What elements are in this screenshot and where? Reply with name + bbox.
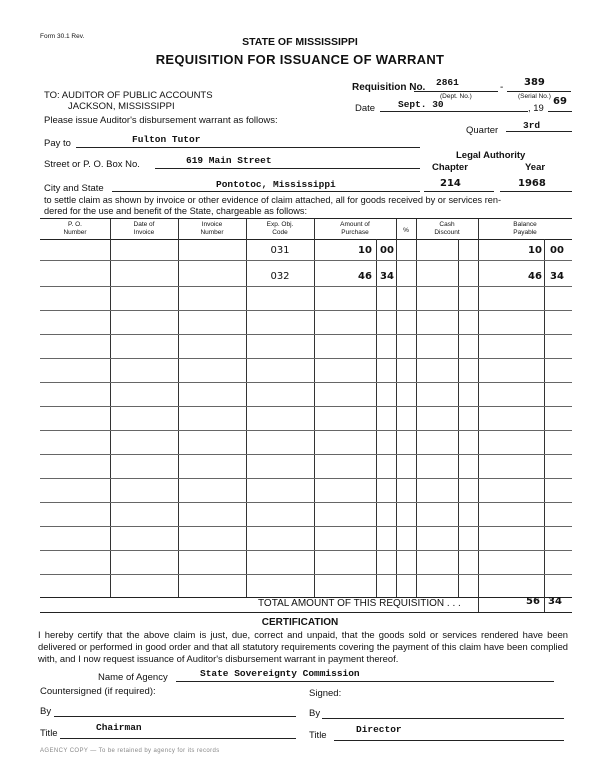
serial-number: 389 bbox=[524, 77, 545, 88]
pay-to-line bbox=[76, 147, 420, 148]
to-line-2: JACKSON, MISSISSIPPI bbox=[68, 101, 175, 112]
city-line bbox=[112, 191, 420, 192]
header-invoice-number: Invoice Number bbox=[200, 221, 224, 236]
certification-body: I hereby certify that the above claim is just, due, correct and unpaid, that the goods sold or services rendered have been delivered or performed in good order and that all statutory requirements covering the payment of this claim have been complied with, and I now request issuance of Auditor's disbursement warrant in payment thereof. bbox=[38, 629, 568, 664]
chapter-label: Chapter bbox=[432, 162, 468, 173]
header-pct: % bbox=[403, 227, 409, 234]
agency-label: Name of Agency bbox=[98, 672, 168, 683]
quarter-value: 3rd bbox=[523, 120, 541, 131]
header-date-invoice: Date of Invoice bbox=[133, 221, 155, 236]
by-label-right: By bbox=[309, 708, 321, 719]
pay-to-label: Pay to bbox=[44, 138, 71, 149]
agency-value: State Sovereignty Commission bbox=[200, 668, 360, 679]
claims-table: P. O. Number Date of Invoice Invoice Number Exp. Obj. Code Amount of Purchase % Cash Discount Balance Payable 031 10 00 10 00 032 46 34 46 34 bbox=[40, 218, 572, 597]
total-dollars: 56 bbox=[526, 596, 540, 607]
serial-number-line bbox=[507, 91, 571, 92]
year-line bbox=[548, 111, 572, 112]
dept-number-line bbox=[414, 91, 498, 92]
date-value: Sept. 30 bbox=[398, 99, 444, 110]
title-label-left: Title bbox=[40, 728, 58, 739]
total-label: TOTAL AMOUNT OF THIS REQUISITION . . . bbox=[258, 598, 461, 609]
date-line bbox=[380, 111, 528, 112]
total-cents: 34 bbox=[548, 596, 562, 607]
quarter-line bbox=[506, 131, 572, 132]
settle-text-1: to settle claim as shown by invoice or other evidence of claim attached, all for goods received by or services ren- bbox=[44, 195, 502, 205]
header-amount: Amount of Purchase bbox=[340, 221, 370, 236]
state-heading: STATE OF MISSISSIPPI bbox=[242, 36, 358, 48]
quarter-label: Quarter bbox=[466, 125, 499, 136]
title-value-right: Director bbox=[356, 724, 402, 735]
header-balance: Balance Payable bbox=[513, 221, 537, 236]
dept-caption: (Dept. No.) bbox=[440, 93, 472, 100]
header-cash-discount: Cash Discount bbox=[434, 221, 460, 236]
agency-line bbox=[176, 681, 554, 682]
countersigned-label: Countersigned (if required): bbox=[40, 686, 156, 697]
title-value-left: Chairman bbox=[96, 722, 142, 733]
title-line-left bbox=[60, 738, 296, 739]
date-label: Date bbox=[355, 103, 376, 114]
street-value: 619 Main Street bbox=[186, 155, 272, 166]
street-line bbox=[155, 168, 420, 169]
header-exp-code: Exp. Obj. Code bbox=[266, 221, 294, 236]
chapter-value: 214 bbox=[440, 178, 461, 189]
year-suffix: 69 bbox=[553, 96, 567, 107]
settle-text-2: dered for the use and benefit of the State, chargeable as follows: bbox=[44, 206, 308, 216]
chapter-line bbox=[424, 191, 494, 192]
title-line-right bbox=[334, 740, 564, 741]
certification-title: CERTIFICATION bbox=[261, 617, 339, 628]
legal-year-line bbox=[500, 191, 572, 192]
to-line-3: Please issue Auditor's disbursement warrant as follows: bbox=[44, 115, 278, 126]
pay-to-value: Fulton Tutor bbox=[132, 134, 201, 145]
legal-authority-label: Legal Authority bbox=[456, 150, 526, 161]
to-line-1: TO: AUDITOR OF PUBLIC ACCOUNTS bbox=[44, 90, 213, 101]
by-label-left: By bbox=[40, 706, 52, 717]
street-label: Street or P. O. Box No. bbox=[44, 159, 140, 170]
year-label: Year bbox=[525, 162, 546, 173]
requisition-label: Requisition No. bbox=[352, 82, 426, 93]
header-po: P. O. Number bbox=[63, 221, 87, 236]
signed-label: Signed: bbox=[309, 688, 342, 699]
form-number: Form 30.1 Rev. bbox=[40, 33, 85, 40]
footer-note: AGENCY COPY — To be retained by agency for its records bbox=[40, 748, 220, 754]
city-label: City and State bbox=[44, 183, 104, 194]
year-prefix: , 19 bbox=[528, 103, 544, 114]
by-line-left bbox=[54, 716, 296, 717]
title-label-right: Title bbox=[309, 730, 327, 741]
by-line-right bbox=[322, 718, 564, 719]
city-value: Pontotoc, Mississippi bbox=[216, 179, 336, 190]
page-title: REQUISITION FOR ISSUANCE OF WARRANT bbox=[155, 52, 445, 67]
year-value: 1968 bbox=[518, 178, 546, 189]
serial-caption: (Serial No.) bbox=[518, 93, 551, 100]
dept-number: 2861 bbox=[436, 77, 459, 88]
